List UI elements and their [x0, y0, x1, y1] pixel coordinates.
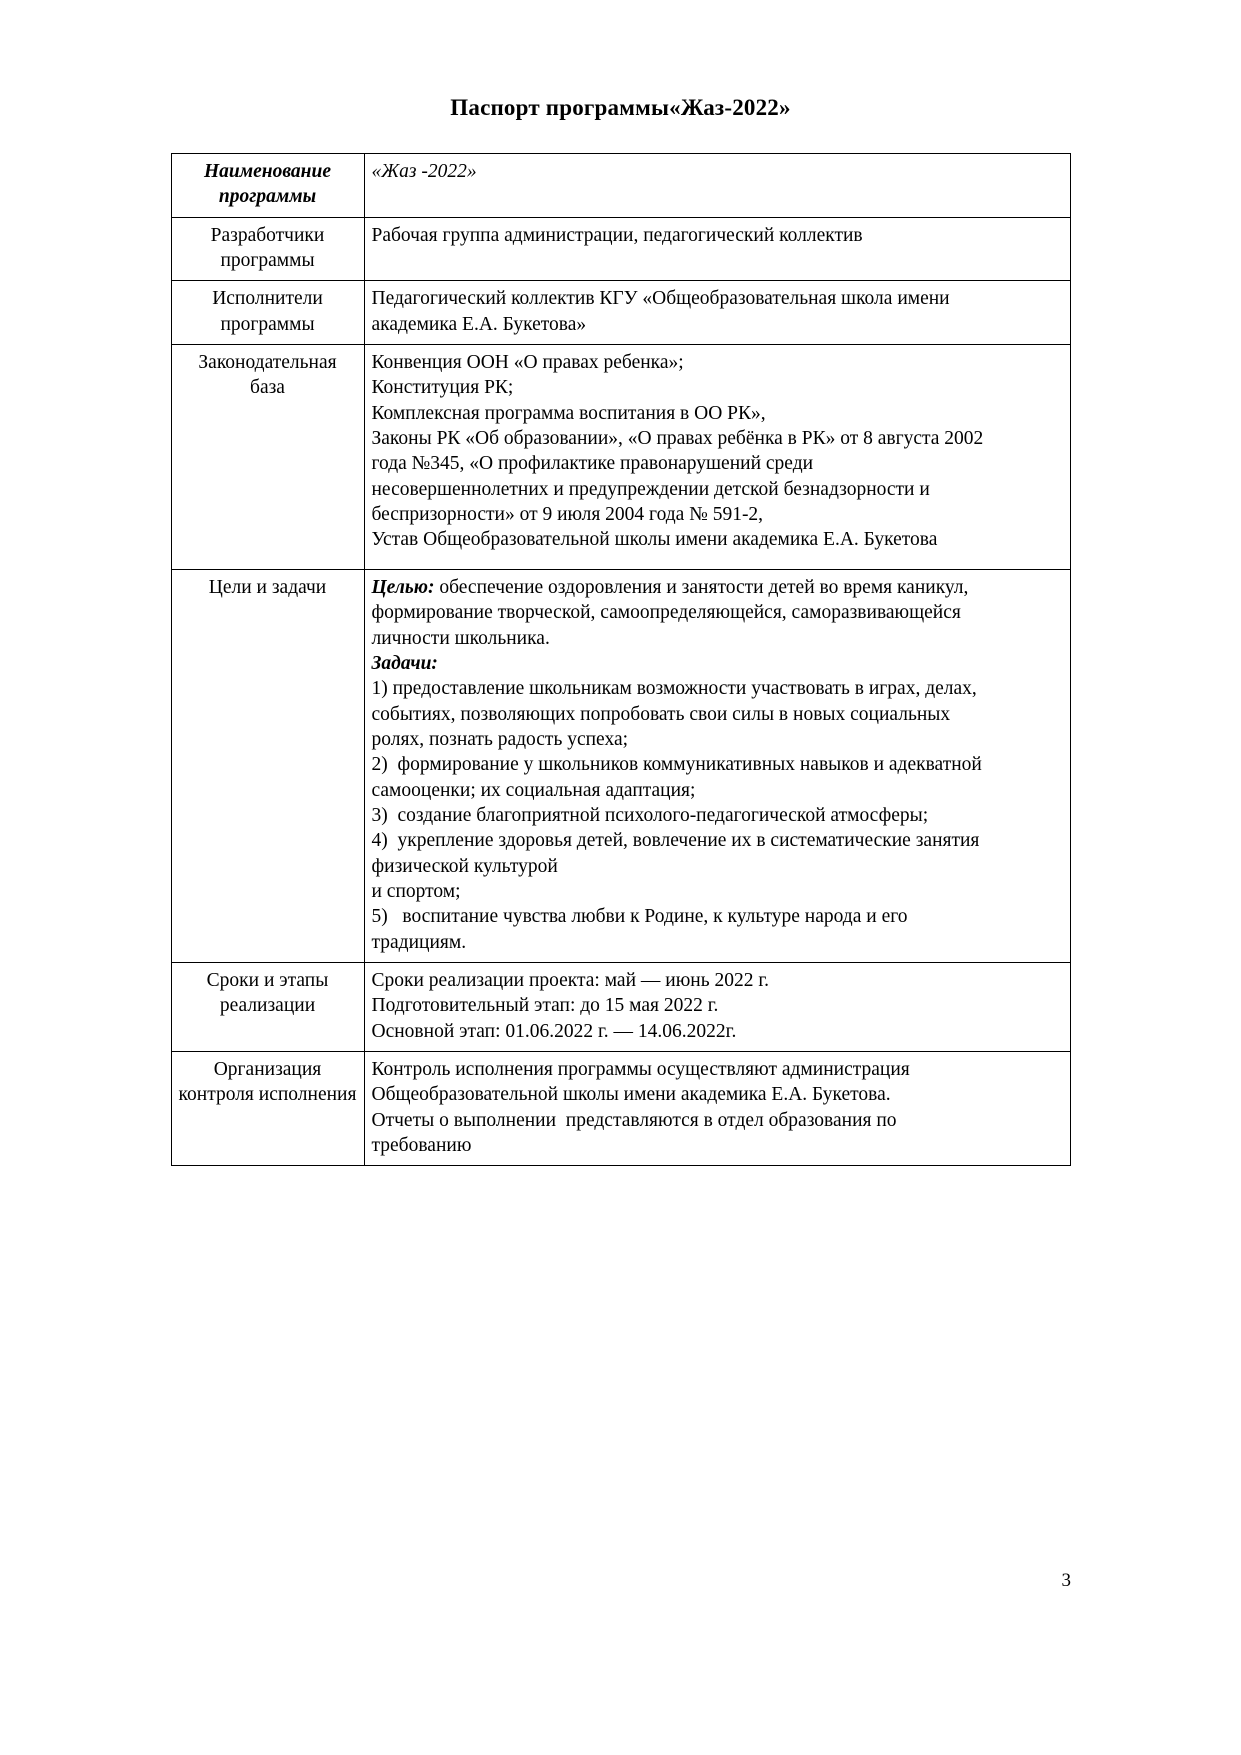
label-text: Организация контроля исполнения [178, 1059, 357, 1106]
value-line: событиях, позволяющих попробовать свои силы в новых социальных [371, 703, 951, 725]
table-row [171, 217, 1070, 281]
label-text: Цели и задачи [208, 576, 327, 598]
row-value-timeline [364, 962, 1070, 1051]
value-line: формирование творческой, самоопределяющейся, саморазвивающейся [371, 602, 961, 624]
value-line: Отчеты о выполнении представляются в отдел образования по [371, 1109, 897, 1131]
value-line: 3) создание благоприятной психолого-педагогической атмосферы; [371, 804, 929, 826]
value-line: Устав Общеобразовательной школы имени академика Е.А. Букетова [371, 529, 938, 551]
row-label-timeline [171, 962, 364, 1051]
value-line: самооценки; их социальная адаптация; [371, 779, 696, 801]
value-line: Конвенция ООН «О правах ребенка»; [371, 352, 684, 374]
row-label-executors [171, 281, 364, 345]
value-line: Подготовительный этап: до 15 мая 2022 г. [371, 995, 719, 1017]
row-label-program-name [171, 154, 364, 218]
table-row [171, 345, 1070, 570]
value-line: Рабочая группа администрации, педагогический коллектив [371, 224, 863, 246]
value-line: 1) предоставление школьникам возможности участвовать в играх, делах, [371, 678, 977, 700]
page-title: Паспорт программы«Жаз-2022» [450, 95, 791, 120]
row-label-goals [171, 569, 364, 962]
value-line: Контроль исполнения программы осуществляют администрация [371, 1059, 910, 1080]
value-line: беспризорности» от 9 июля 2004 года № 591-2, [371, 504, 764, 526]
table-row [171, 154, 1070, 218]
table-row [171, 962, 1070, 1051]
row-value-goals [364, 569, 1070, 962]
label-text: Законодательная база [198, 352, 342, 399]
value-line: требованию [371, 1135, 472, 1157]
row-label-control [171, 1052, 364, 1166]
value-line: 2) формирование у школьников коммуникативных навыков и адекватной [371, 754, 982, 776]
table-row [171, 1052, 1070, 1166]
value-line: и спортом; [371, 880, 461, 902]
value-line: Педагогический коллектив КГУ «Общеобразовательная школа имени [371, 288, 950, 310]
value-line: Основной этап: 01.06.2022 г. — 14.06.2022г. [371, 1020, 737, 1042]
value-line: Сроки реализации проекта: май — июнь 2022 г. [371, 969, 770, 991]
label-text: Сроки и этапы реализации [206, 969, 334, 1017]
row-value-control [364, 1052, 1070, 1166]
value-line: Общеобразовательной школы имени академика Е.А. Букетова. [371, 1084, 891, 1106]
value-line: Конституция РК; [371, 377, 514, 399]
table-row [171, 569, 1070, 962]
goal-text: обеспечение оздоровления и занятости детей во время каникул, [434, 576, 969, 598]
value-line: физической культурой [371, 855, 558, 877]
row-value-program-name [364, 154, 1070, 218]
page-number: 3 [1061, 1570, 1071, 1591]
table-row [171, 281, 1070, 345]
value-line: 4) укрепление здоровья детей, вовлечение их в систематические занятия [371, 830, 980, 852]
value-line: «Жаз -2022» [371, 161, 477, 182]
row-label-developers [171, 217, 364, 281]
value-line: ролях, познать радость успеха; [371, 728, 629, 750]
row-value-legal-base [364, 345, 1070, 570]
label-text: Наименование программы [203, 161, 336, 208]
label-text: Исполнители программы [212, 288, 328, 335]
row-value-executors [364, 281, 1070, 345]
goal-keyword: Целью: [371, 576, 435, 598]
value-line: Законы РК «Об образовании», «О правах ребёнка в РК» от 8 августа 2002 [371, 428, 984, 450]
value-line-tasks-heading: Задачи: [371, 652, 438, 674]
row-label-legal-base [171, 345, 364, 570]
row-value-developers [364, 217, 1070, 281]
value-line: года №345, «О профилактике правонарушений среди [371, 453, 814, 475]
value-line: академика Е.А. Букетова» [371, 313, 587, 335]
label-text: Разработчики программы [210, 224, 330, 272]
value-line: личности школьника. [371, 627, 550, 649]
value-line: традициям. [371, 931, 467, 953]
value-line-goal [372, 575, 1063, 600]
value-line: Комплексная программа воспитания в ОО РК», [371, 402, 766, 424]
value-line: несовершеннолетних и предупреждении детской безнадзорности и [371, 478, 930, 500]
value-line: 5) воспитание чувства любви к Родине, к культуре народа и его [371, 906, 908, 928]
spacer [372, 553, 1063, 562]
program-passport-table [171, 153, 1071, 1166]
